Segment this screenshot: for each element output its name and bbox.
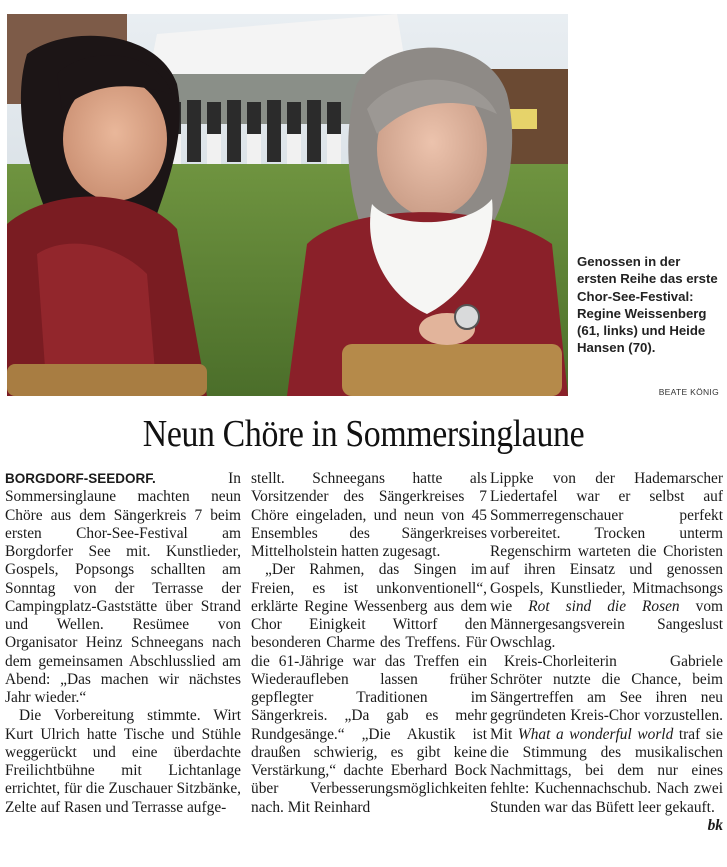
article-paragraph: „Der Rahmen, das Singen im Freien, es ist unkonventionell“, erklärte Regine Wessenberg aus dem Chor Einigkeit Wittorf den besonderen Charme des Treffens. Für die 61-Jährige war das Treffen ein Wiederaufleben lassen früher gepflegter Traditionen im Sängerkreis. „Da gab es mehr Rundgesänge.“ „Die Akustik ist draußen schwierig, es gibt keine Verstärkung,“ dachte Eberhard Bock über Verbesserungsmöglichkeiten nach. Mit Reinhard: [251, 561, 487, 816]
author-initials: bk: [707, 816, 723, 834]
paragraph-text: In Sommersinglaune machten neun Chöre aus dem Sängerkreis 7 beim ersten Chor-See-Festival am Borgdorfer See mit. Kunstlieder, Gospels, Popsongs schallten am Sonntag von der Terrasse der Campingplatz-Gaststätte über Strand und Wellen. Resümee von Organisator Heinz Schneegans nach dem gemeinsamen Abschlusslied am Abend: „Das machen wir nächstes Jahr wieder.“: [5, 470, 241, 706]
article-column-3: [490, 470, 723, 865]
article-paragraph: [5, 470, 241, 707]
article-column-2: [251, 470, 487, 865]
paragraph-text: Lippke von der Hademarscher Liedertafel war er selbst auf Sommerregenschauer perfekt vorbereitet. Trocken unterm Regenschirm warteten die Choristen auf ihren Einsatz und genossen Gospels, Kunstlieder, Mitmachsongs wie: [490, 470, 723, 615]
song-title: Rot sind die Rosen: [528, 597, 680, 615]
photo-credit: BEATE KÖNIG: [658, 387, 719, 397]
article-paragraph: [490, 652, 723, 834]
photo-caption: Genossen in der ersten Reihe das erste Chor-See-Festival: Regine Weissenberg (61, links) und Heide Hansen (70).: [577, 254, 718, 356]
paragraph-text: traf sie die Stimmung des musikalischen Nachmittags, bei dem nur eines fehlte: Kuchennachschub. Nach zwei Stunden war das Büfett leer gekauft.: [490, 725, 723, 816]
photo-image: [7, 14, 568, 396]
paragraph-text: vom Männergesangsverein Sangeslust Owschlag.: [490, 597, 723, 652]
dateline: BORGDORF-SEEDORF.: [5, 471, 156, 486]
article-column-1: [5, 470, 241, 865]
article-paragraph: stellt. Schneegans hatte als Vorsitzender des Sängerkreises 7 Chöre eingeladen, und neun von 45 Ensembles des Sängerkreises Mittelholstein hatten zugesagt.: [251, 470, 487, 560]
article-headline: Neun Chöre in Sommersinglaune: [142, 413, 585, 455]
article-paragraph: Die Vorbereitung stimmte. Wirt Kurt Ulrich hatte Tische und Stühle weggerückt und eine überdachte Freilichtbühne mit Lichtanlage errichtet, für die Zuschauer Sitzbänke, Zelte auf Rasen und Terrasse aufge-: [5, 707, 241, 816]
article-paragraph: [490, 470, 723, 653]
article-photo: [7, 14, 568, 396]
song-title: What a wonderful world: [517, 725, 674, 743]
paragraph-text: Kreis-Chorleiterin Gabriele Schröter nutzte die Chance, beim Sängertreffen am See ihren neu gegründeten Kreis-Chor vorzustellen. Mit: [490, 652, 723, 743]
